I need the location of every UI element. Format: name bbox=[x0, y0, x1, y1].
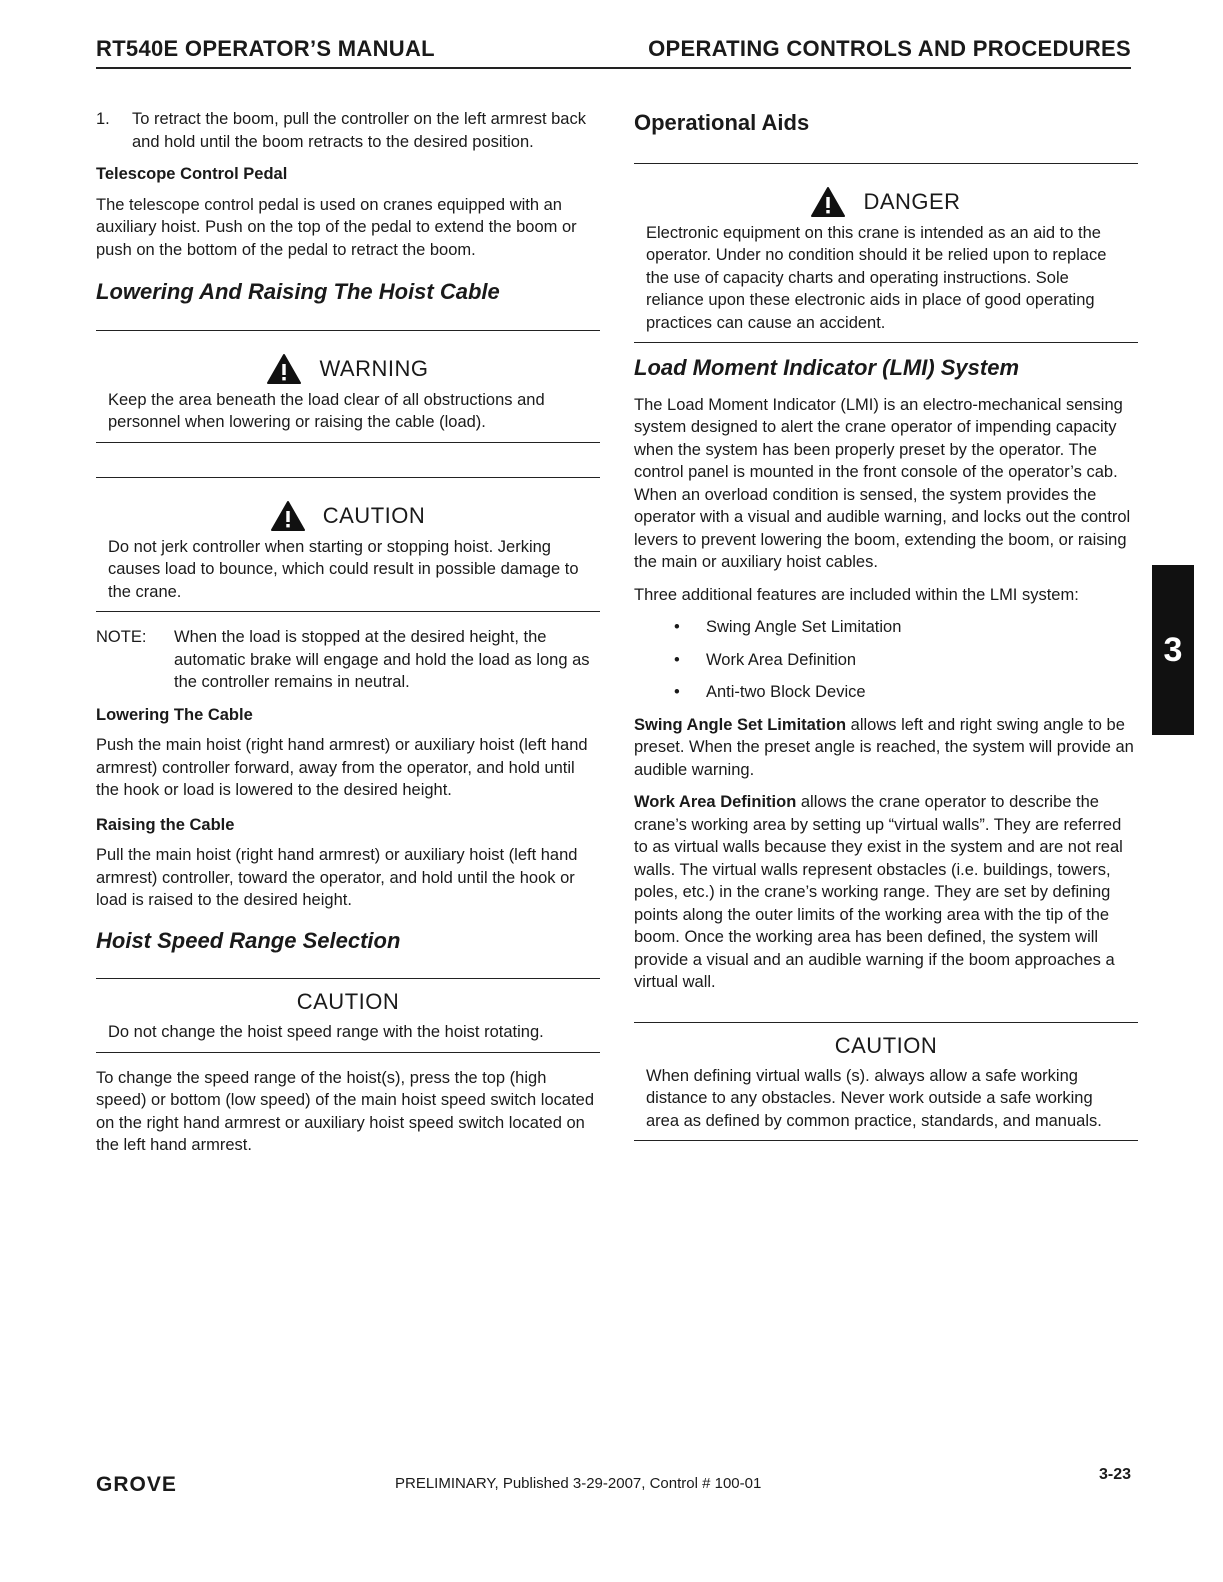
left-column bbox=[96, 108, 600, 1157]
lowering-cable-heading: Lowering The Cable bbox=[96, 705, 253, 724]
swing-paragraph bbox=[634, 714, 1138, 782]
caution-title bbox=[108, 500, 588, 532]
header-section-title: OPERATING CONTROLS AND PROCEDURES bbox=[648, 36, 1131, 61]
danger-word: DANGER bbox=[863, 188, 961, 214]
note-label: NOTE: bbox=[96, 628, 147, 646]
hoist-speed-heading: Hoist Speed Range Selection bbox=[96, 927, 401, 953]
work-area-label: Work Area Definition bbox=[634, 793, 797, 811]
right-column bbox=[634, 108, 1138, 1155]
warning-title bbox=[108, 353, 588, 385]
raising-cable-heading: Raising the Cable bbox=[96, 815, 235, 834]
raising-cable-text: Pull the main hoist (right hand armrest) or auxiliary hoist (left hand armrest) controller, toward the operator, and hold until the hook or load is raised to the desired height. bbox=[96, 846, 578, 909]
step-1 bbox=[96, 108, 600, 153]
caution-title-speed bbox=[108, 989, 588, 1015]
danger-hazard-icon bbox=[811, 186, 845, 218]
note-text: When the load is stopped at the desired height, the automatic brake will engage and hold the load as long as the controller remains in neutral. bbox=[174, 628, 590, 691]
warning-text: Keep the area beneath the load clear of all obstructions and personnel when lowering or raising the cable (load). bbox=[108, 390, 545, 431]
list-item: • Work Area Definition bbox=[674, 650, 857, 669]
note bbox=[96, 626, 600, 694]
telescope-text: The telescope control pedal is used on cranes equipped with an auxiliary hoist. Push on the top of the pedal to extend the boom or push on the bottom of the pedal to retract the boom. bbox=[96, 195, 577, 259]
features-list bbox=[634, 616, 1138, 704]
caution-word: CAUTION bbox=[834, 1032, 938, 1058]
warning-hazard-icon bbox=[267, 353, 301, 385]
caution-word: CAUTION bbox=[322, 502, 426, 528]
lowering-cable-text: Push the main hoist (right hand armrest) or auxiliary hoist (left hand armrest) controller forward, away from the operator, and hold until the hook or load is lowered to the desired height. bbox=[96, 736, 588, 799]
danger-box bbox=[634, 163, 1138, 344]
lmi-text: The Load Moment Indicator (LMI) is an electro-mechanical sensing system designed to alert the crane operator of impending capacity when the system has been properly preset by the operator. The control panel is mounted in the front console of the operator’s cab. When an overload condition is sensed, the system provides the operator with a visual and audible warning, and locks out the control levers to prevent lowering the boom, extending the boom, or raising the main or auxiliary hoist cables. bbox=[634, 395, 1131, 571]
chapter-number: 3 bbox=[1163, 630, 1183, 669]
list-item: • Anti-two Block Device bbox=[674, 683, 866, 701]
warning-word: WARNING bbox=[319, 355, 429, 381]
lmi-heading: Load Moment Indicator (LMI) System bbox=[634, 355, 1020, 380]
footer-publication-info: PRELIMINARY, Published 3-29-2007, Control # 100-01 bbox=[395, 1475, 762, 1492]
caution-box-speed bbox=[96, 978, 600, 1053]
work-area-paragraph bbox=[634, 791, 1138, 994]
list-item: • Swing Angle Set Limitation bbox=[674, 618, 902, 636]
header-rule bbox=[96, 67, 1131, 69]
danger-title bbox=[646, 186, 1126, 218]
header-manual-title: RT540E OPERATOR’S MANUAL bbox=[96, 36, 435, 61]
lowering-raising-heading: Lowering And Raising The Hoist Cable bbox=[96, 279, 500, 304]
features-intro: Three additional features are included within the LMI system: bbox=[634, 585, 1079, 604]
swing-text: allows left and right swing angle to be preset. When the preset angle is reached, the system will provide an audible warning. bbox=[634, 715, 1134, 779]
caution-text-speed: Do not change the hoist speed range with the hoist rotating. bbox=[108, 1023, 544, 1041]
swing-label: Swing Angle Set Limitation bbox=[634, 715, 847, 734]
work-area-text: allows the crane operator to describe the crane’s working area by setting up “virtual walls”. They are referred to as virtual walls because they exist in the system and are not real walls. The virtual walls represent obstacles (i.e. buildings, towers, poles, etc.) in the crane’s working range. They are set by defining points along the outer limits of the working area with the tip of the boom. Once the working area has been defined, the system will provide a visual and an audible warning if the boom approaches a virtual wall. bbox=[634, 793, 1123, 991]
caution-hazard-icon bbox=[271, 500, 305, 532]
step-number: 1. bbox=[96, 110, 110, 128]
page-number: 3-23 bbox=[1098, 1466, 1131, 1483]
step-text: To retract the boom, pull the controller on the left armrest back and hold until the boom retracts to the desired position. bbox=[132, 110, 586, 151]
caution-box-hoist bbox=[96, 477, 600, 613]
warning-box bbox=[96, 330, 600, 443]
caution-text-walls: When defining virtual walls (s). always allow a safe working distance to any obstacles. Never work outside a safe working area as defined by common practice, standards, and manuals. bbox=[646, 1066, 1102, 1130]
caution-word: CAUTION bbox=[296, 989, 400, 1014]
speed-text: To change the speed range of the hoist(s), press the top (high speed) or bottom (low speed) of the main hoist speed switch located on the right hand armrest or auxiliary hoist speed switch located on the left hand armrest. bbox=[96, 1068, 595, 1154]
caution-title-walls bbox=[646, 1033, 1126, 1059]
grove-logo: GROVE bbox=[96, 1473, 177, 1496]
caution-text: Do not jerk controller when starting or stopping hoist. Jerking causes load to bounce, which could result in possible damage to the crane. bbox=[108, 537, 579, 601]
telescope-heading: Telescope Control Pedal bbox=[96, 165, 288, 183]
caution-box-virtual-walls bbox=[634, 1022, 1138, 1142]
operational-aids-heading: Operational Aids bbox=[634, 110, 810, 135]
chapter-tab bbox=[1152, 565, 1194, 735]
danger-text: Electronic equipment on this crane is intended as an aid to the operator. Under no condition should it be relied upon to replace the use of capacity charts and operating instructions. Sole reliance upon these electronic aids in place of good operating practices can cause an accident. bbox=[646, 223, 1107, 332]
